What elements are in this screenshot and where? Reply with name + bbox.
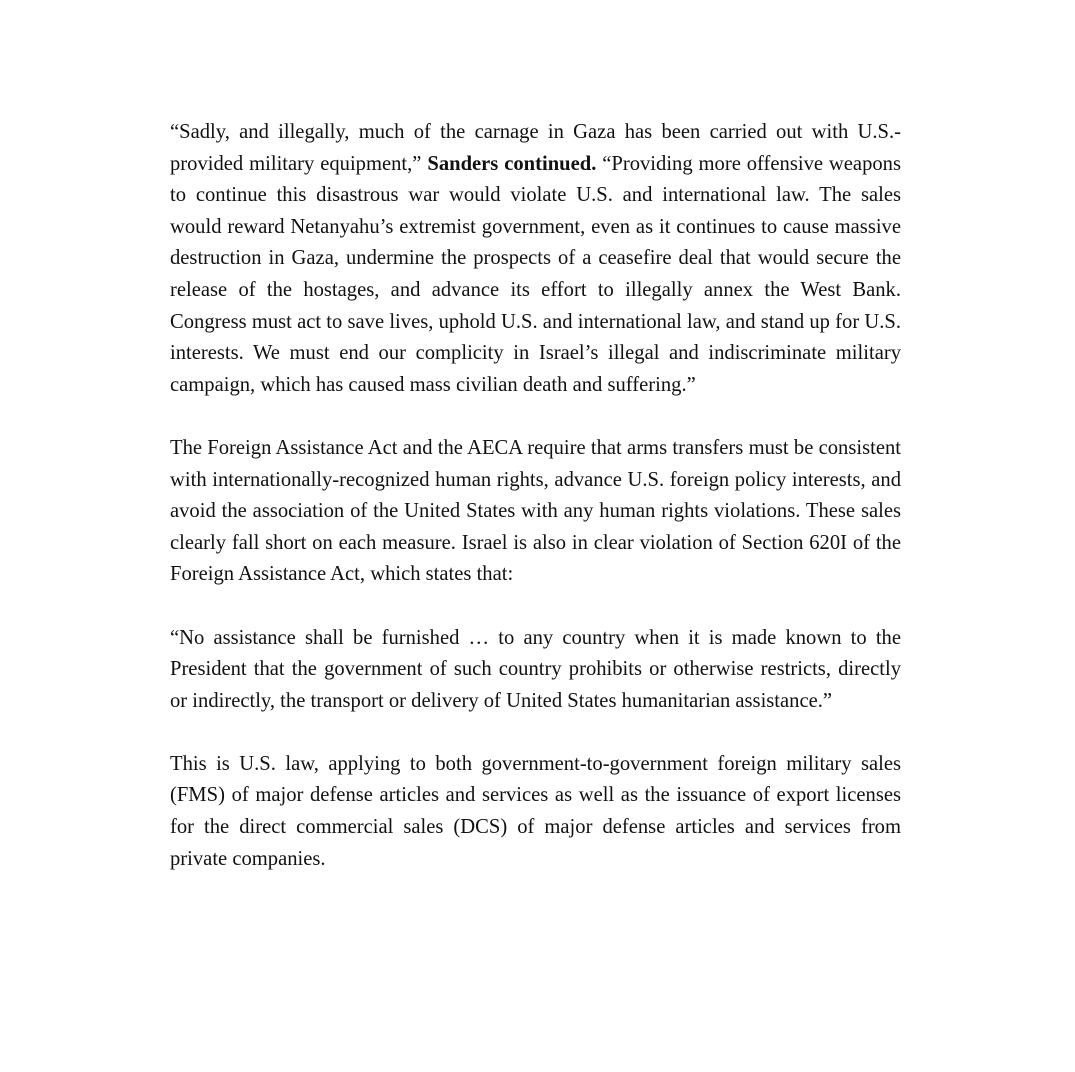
- paragraph-sanders-quote: [170, 117, 901, 401]
- speaker-attribution: Sanders continued.: [427, 152, 597, 175]
- quote-text-part-1: “Sadly, and illegally, much of the carnage in Gaza has been carried out with U.S.-provided military equipment,”: [170, 121, 901, 175]
- paragraph-spacer: [170, 591, 901, 623]
- quote-text-part-2: “Providing more offensive weapons to continue this disastrous war would violate U.S. and international law. The sales would reward Netanyahu’s extremist government, even as it continues to cause massive destruction in Gaza, undermine the prospects of a ceasefire deal that would secure the release of the hostages, and advance its effort to illegally annex the West Bank. Congress must act to save lives, uphold U.S. and international law, and stand up for U.S. interests. We must end our complicity in Israel’s illegal and indiscriminate military campaign, which has caused mass civilian death and suffering.”: [170, 152, 901, 396]
- paragraph-us-law: This is U.S. law, applying to both government-to-government foreign military sales (FMS) of major defense articles and services as well as the issuance of export licenses for the direct commercial sales (DCS) of major defense articles and services from private companies.: [170, 752, 901, 870]
- paragraph-spacer: [170, 401, 901, 433]
- document-page: [170, 117, 901, 875]
- paragraph-foreign-assistance-act: The Foreign Assistance Act and the AECA require that arms transfers must be consistent with internationally-recognized human rights, advance U.S. foreign policy interests, and avoid the association of the United States with any human rights violations. These sales clearly fall short on each measure. Israel is also in clear violation of Section 620I of the Foreign Assistance Act, which states that:: [170, 436, 901, 586]
- paragraph-section-620i-quote: “No assistance shall be furnished … to any country when it is made known to the President that the government of such country prohibits or otherwise restricts, directly or indirectly, the transport or delivery of United States humanitarian assistance.”: [170, 626, 901, 712]
- paragraph-spacer: [170, 717, 901, 749]
